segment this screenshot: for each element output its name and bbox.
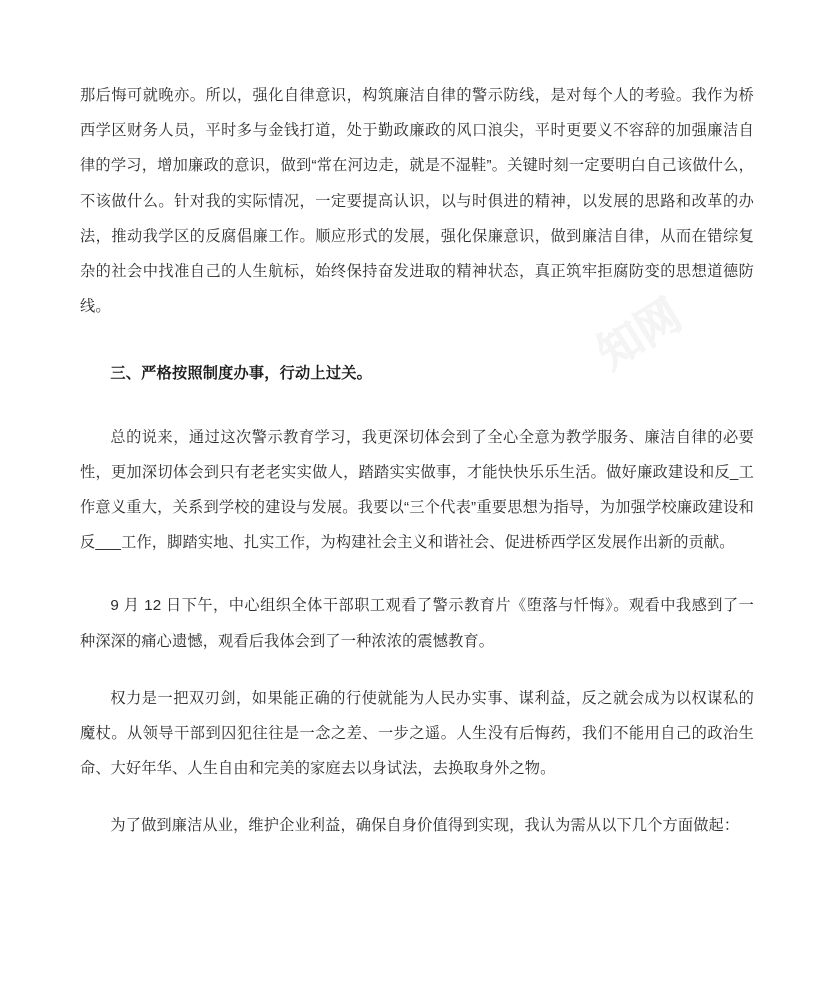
watermark-text: 知网	[589, 290, 690, 379]
spacer	[80, 786, 754, 808]
document-body	[80, 78, 754, 844]
spacer	[80, 324, 754, 356]
spacer	[80, 659, 754, 681]
paragraph-5: 为了做到廉洁从业，维护企业利益，确保自身价值得到实现，我认为需从以下几个方面做起：	[110, 817, 740, 835]
paragraph-1: 那后悔可就晚亦。所以，强化自律意识，构筑廉洁自律的警示防线，是对每个人的考验。我作为桥西学区财务人员，平时多与金钱打道，处于勤政廉政的风口浪尖，平时更要义不容辞的加强廉洁自律的学习，增加廉政的意识，做到“常在河边走，就是不湿鞋”。关键时刻一定要明白自己该做什么，不该做什么。针对我的实际情况，一定要提高认识，以与时俱进的精神，以发展的思路和改革的办法，推动我学区的反腐倡廉工作。顺应形式的发展，强化保廉意识，做到廉洁自律，从而在错综复杂的社会中找准自己的人生航标，始终保持奋发进取的精神状态，真正筑牢拒腐防变的思想道德防线。	[80, 87, 754, 316]
spacer	[80, 560, 754, 588]
paragraph-4: 权力是一把双刃剑，如果能正确的行使就能为人民办实事、谋利益，反之就会成为以权谋私的魔杖。从领导干部到囚犯往往是一念之差、一步之遥。人生没有后悔药，我们不能用自己的政治生命、大好年华、人生自由和完美的家庭去以身试法，去换取身外之物。	[80, 689, 754, 778]
spacer	[80, 392, 754, 420]
section-heading-3: 三、严格按照制度办事，行动上过关。	[110, 365, 372, 383]
paragraph-3: 9 月 12 日下午，中心组织全体干部职工观看了警示教育片《堕落与忏悔》。观看中我感到了一种深深的痛心遗憾，观看后我体会到了一种浓浓的震憾教育。	[80, 597, 754, 650]
paragraph-2: 总的说来，通过这次警示教育学习，我更深切体会到了全心全意为教学服务、廉洁自律的必要性，更加深切体会到只有老老实实做人，踏踏实实做事，才能快快乐乐生活。做好廉政建设和反_工作意义重大，关系到学校的建设与发展。我要以“三个代表”重要思想为指导，为加强学校廉政建设和反___工作，脚踏实地、扎实工作，为构建社会主义和谐社会、促进桥西学区发展作出新的贡献。	[80, 428, 754, 552]
